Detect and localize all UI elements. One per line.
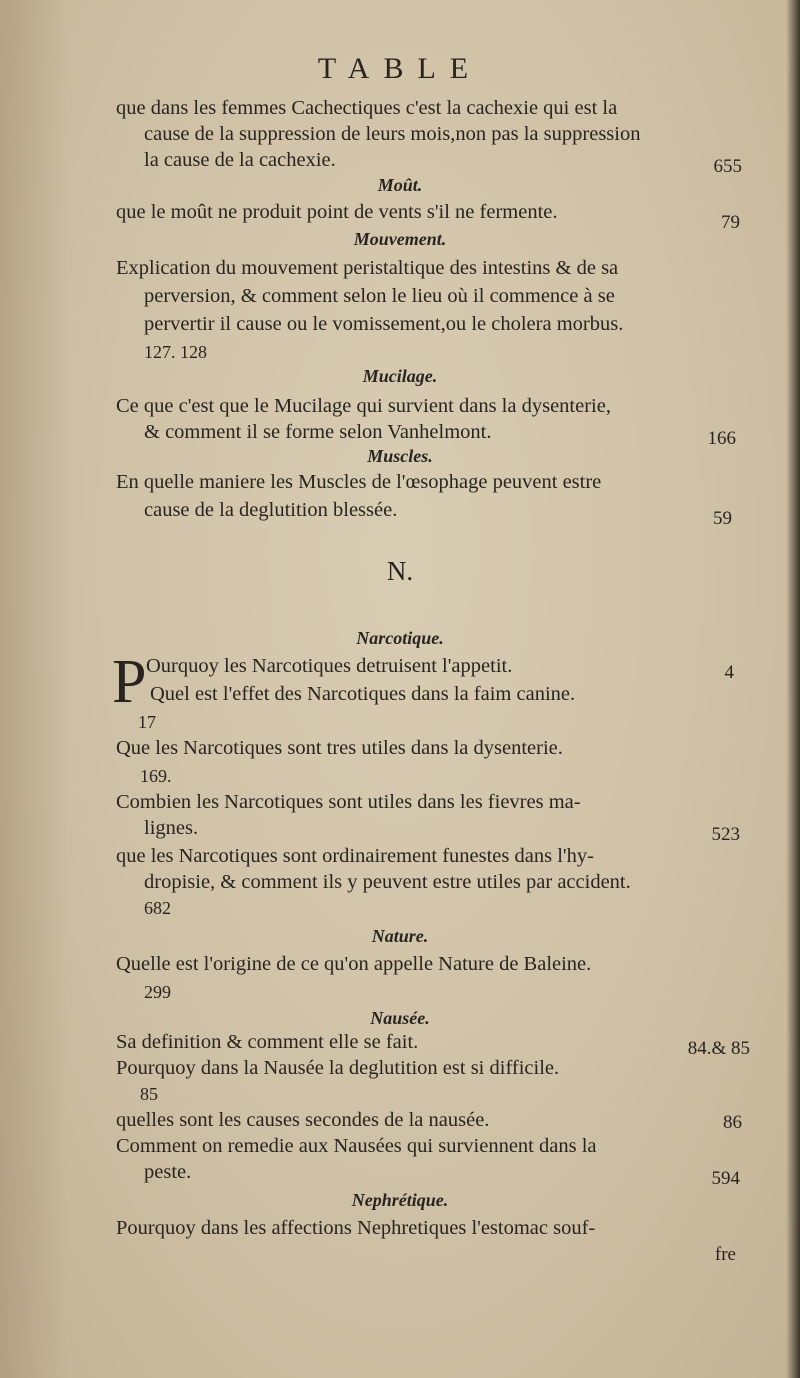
entry-line: Sa definition & comment elle se fait. bbox=[116, 1031, 419, 1053]
entry-line: Ourquoy les Narcotiques detruisent l'appetit. bbox=[146, 655, 513, 677]
section-heading: Nature. bbox=[371, 926, 429, 946]
page-number: 169. bbox=[140, 766, 172, 786]
section-heading: Nephrétique. bbox=[351, 1190, 449, 1210]
entry-line: que le moût ne produit point de vents s'il ne fermente. bbox=[116, 201, 558, 223]
page-number: 166 bbox=[707, 428, 736, 449]
entry-line: Quel est l'effet des Narcotiques dans la faim canine. bbox=[150, 683, 576, 705]
page-number: 17 bbox=[138, 712, 156, 732]
page-number: 59 bbox=[713, 508, 732, 529]
page-number: 655 bbox=[713, 156, 742, 177]
page-number: 523 bbox=[711, 824, 740, 845]
section-heading: Narcotique. bbox=[356, 628, 444, 648]
entry-line: lignes. bbox=[144, 817, 199, 839]
entry-line: pervertir il cause ou le vomissement,ou le cholera morbus. bbox=[144, 313, 624, 335]
page-number: 682 bbox=[144, 898, 171, 918]
page-number: 84.& 85 bbox=[687, 1038, 750, 1059]
entry-line: quelles sont les causes secondes de la nausée. bbox=[116, 1109, 490, 1131]
entry-line: & comment il se forme selon Vanhelmont. bbox=[144, 421, 492, 443]
page-number: 594 bbox=[711, 1168, 740, 1189]
entry-line: Pourquoy dans les affections Nephretiques l'estomac souf- bbox=[116, 1217, 596, 1239]
page-number: 79 bbox=[721, 212, 740, 233]
entry-line: Pourquoy dans la Nausée la deglutition est si difficile. bbox=[116, 1057, 560, 1079]
entry-line: En quelle maniere les Muscles de l'œsophage peuvent estre bbox=[116, 471, 602, 493]
entry-line: Que les Narcotiques sont tres utiles dans la dysenterie. bbox=[116, 737, 563, 759]
section-heading: Moût. bbox=[377, 175, 423, 195]
entry-line: cause de la suppression de leurs mois,non pas la suppression bbox=[144, 123, 641, 145]
section-heading: Muscles. bbox=[367, 446, 433, 466]
entry-line: Comment on remedie aux Nausées qui surviennent dans la bbox=[116, 1135, 597, 1157]
entry-line: que dans les femmes Cachectiques c'est la cachexie qui est la bbox=[116, 97, 618, 119]
entry-line: Quelle est l'origine de ce qu'on appelle Nature de Baleine. bbox=[116, 953, 592, 975]
section-heading: Mouvement. bbox=[353, 229, 447, 249]
page-number: 86 bbox=[723, 1112, 742, 1133]
section-heading: Nausée. bbox=[370, 1008, 430, 1028]
entry-line: Explication du mouvement peristaltique des intestins & de sa bbox=[116, 257, 619, 279]
page-number: 85 bbox=[140, 1084, 158, 1104]
entry-line: cause de la deglutition blessée. bbox=[144, 499, 398, 521]
entry-line: dropisie, & comment ils y peuvent estre utiles par accident. bbox=[144, 871, 631, 893]
section-heading: Mucilage. bbox=[362, 366, 438, 386]
entry-line: perversion, & comment selon le lieu où il commence à se bbox=[144, 285, 615, 307]
entry-line: la cause de la cachexie. bbox=[144, 149, 336, 171]
drop-cap: P bbox=[112, 648, 147, 716]
entry-line: que les Narcotiques sont ordinairement funestes dans l'hy- bbox=[116, 845, 594, 867]
page-header: TABLE bbox=[317, 52, 483, 85]
entry-line: peste. bbox=[144, 1161, 192, 1183]
entry-line: fre bbox=[714, 1244, 736, 1265]
entry-line: Combien les Narcotiques sont utiles dans les fievres ma- bbox=[116, 791, 581, 813]
page-number: 299 bbox=[144, 982, 171, 1002]
entry-line: Ce que c'est que le Mucilage qui survient dans la dysenterie, bbox=[116, 395, 611, 417]
section-letter: N. bbox=[386, 556, 414, 586]
page-number: 4 bbox=[724, 662, 734, 683]
page-number: 127. 128 bbox=[144, 342, 207, 362]
